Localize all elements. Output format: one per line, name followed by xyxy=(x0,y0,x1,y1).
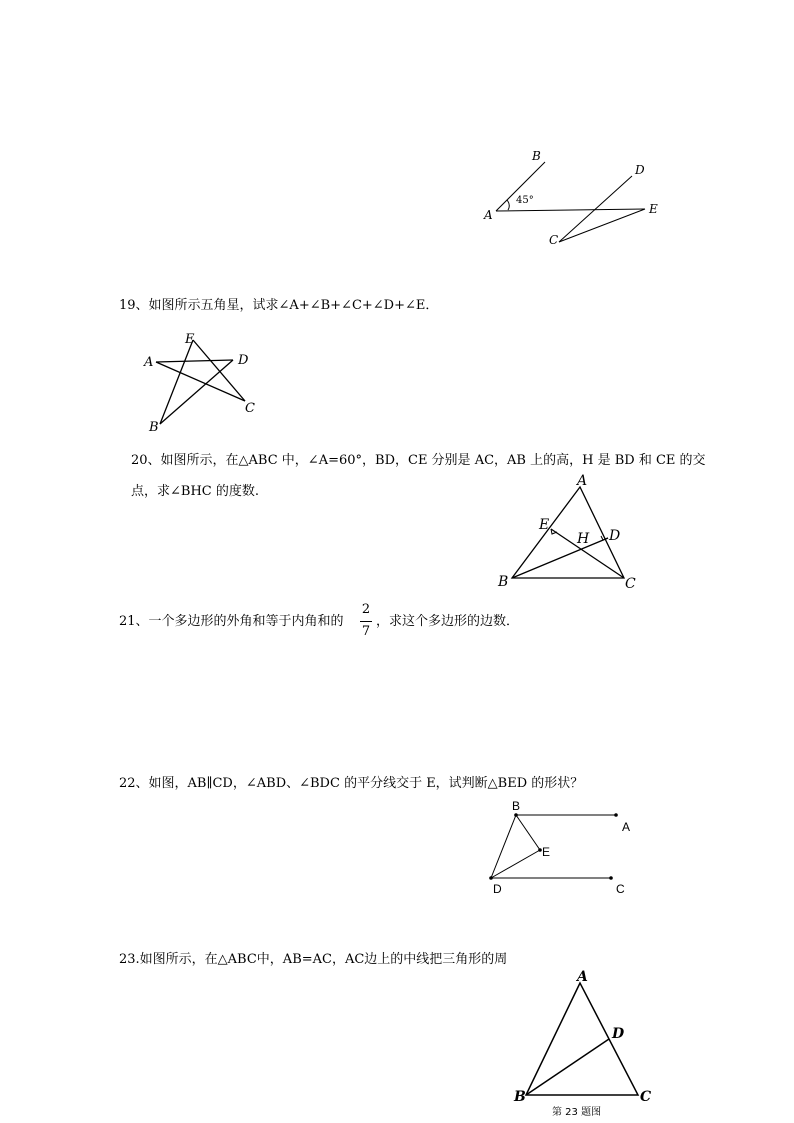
question-20-line1: 20、如图所示，在△ABC 中，∠A=60°，BD，CE 分别是 AC，AB 上的高，H 是 BD 和 CE 的交 xyxy=(131,453,706,468)
fig23-label-b: B xyxy=(514,1089,526,1105)
label-d: D xyxy=(635,163,645,177)
question-23-text: 23.如图所示，在△ABC中，AB=AC，AC边上的中线把三角形的周 xyxy=(119,952,508,967)
tri-label-c: C xyxy=(625,576,636,592)
star-label-e: E xyxy=(185,332,195,347)
fig22-label-d: D xyxy=(493,882,502,896)
tri-label-a: A xyxy=(577,473,588,489)
label-b: B xyxy=(532,149,541,163)
fraction-denominator: 7 xyxy=(361,624,371,639)
fig23-label-d: D xyxy=(612,1026,625,1042)
angle-45-label: 45° xyxy=(516,195,534,206)
question-22-text: 22、如图，AB∥CD，∠ABD、∠BDC 的平分线交于 E，试判断△BED 的形状？ xyxy=(119,776,584,791)
star-label-a: A xyxy=(144,355,154,370)
fig23-caption: 第 23 题图 xyxy=(552,1107,602,1118)
tri-label-b: B xyxy=(498,574,509,590)
fig23-label-c: C xyxy=(640,1089,652,1105)
label-c: C xyxy=(549,233,559,247)
tri-label-d: D xyxy=(609,528,621,544)
star-label-b: B xyxy=(149,420,159,435)
question-19-text: 19、如图所示五角星，试求∠A+∠B+∠C+∠D+∠E． xyxy=(119,298,439,313)
fig22-label-c: C xyxy=(616,882,625,896)
question-21-text-before: 21、一个多边形的外角和等于内角和的 xyxy=(119,614,344,629)
star-label-d: D xyxy=(238,353,249,368)
fig22-label-b: B xyxy=(512,799,521,813)
fig23-label-a: A xyxy=(577,969,588,985)
label-a: A xyxy=(484,208,493,222)
tri-label-e: E xyxy=(539,517,550,533)
star-label-c: C xyxy=(245,401,255,416)
tri-label-h: H xyxy=(577,531,590,547)
fig22-label-e: E xyxy=(542,845,551,859)
question-21-text-after: ，求这个多边形的边数． xyxy=(376,614,520,629)
label-e: E xyxy=(649,202,658,216)
question-20-line2: 点，求∠BHC 的度数. xyxy=(131,484,259,499)
fig22-label-a: A xyxy=(622,820,631,834)
fraction-numerator: 2 xyxy=(361,602,371,617)
